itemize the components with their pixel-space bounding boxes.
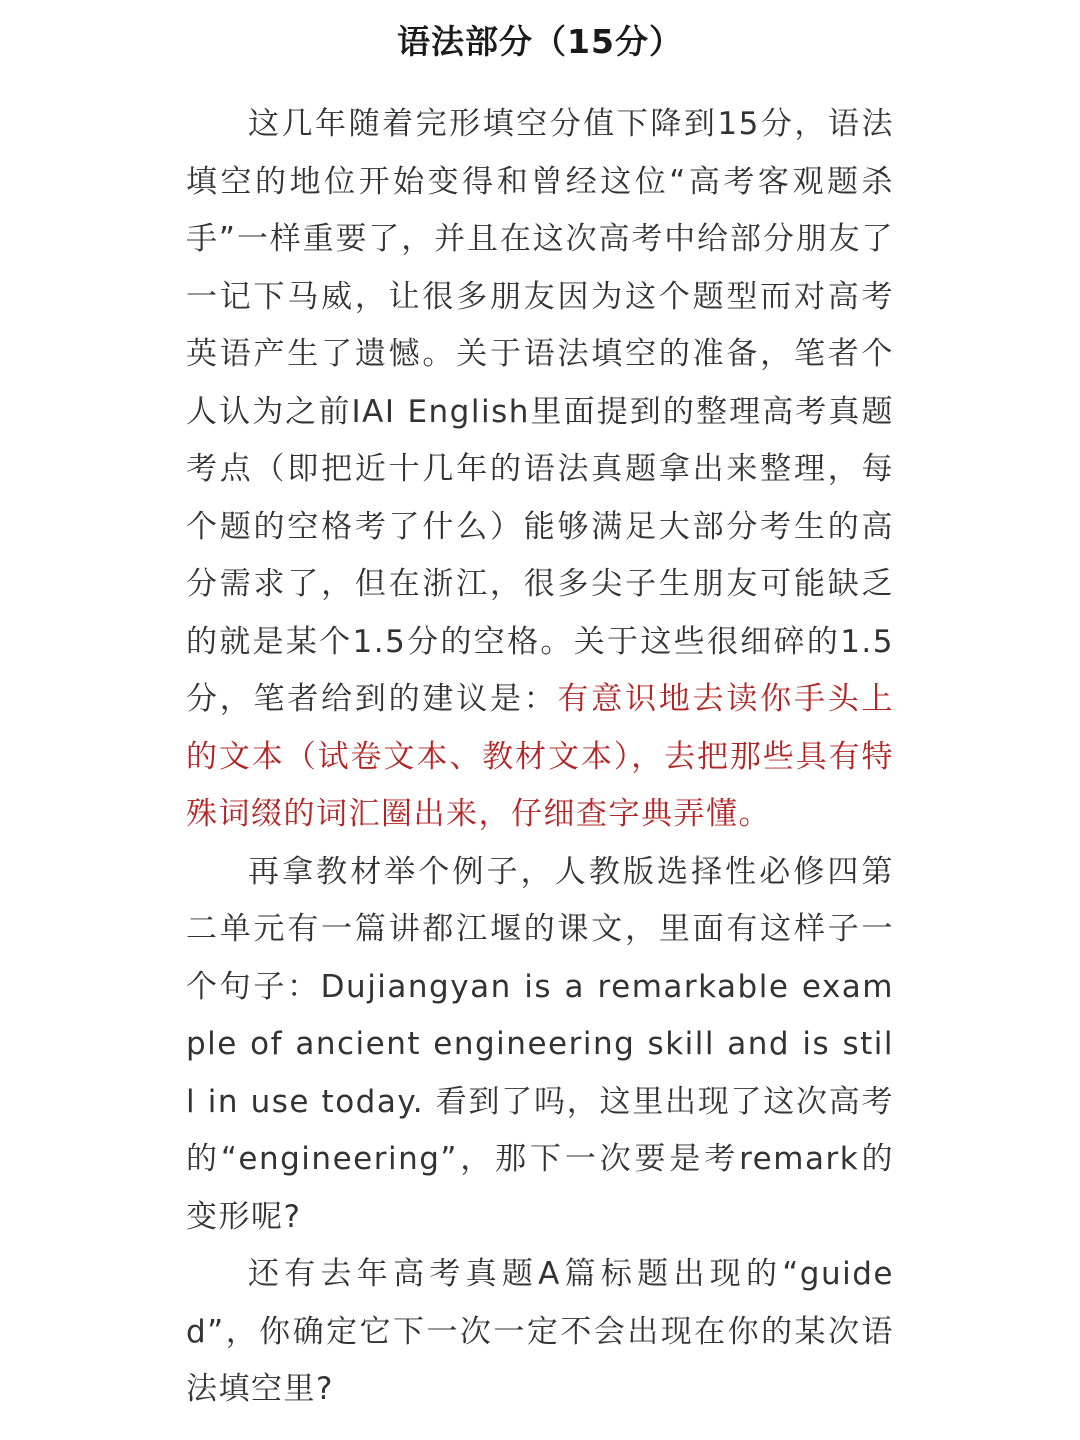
- highlighted-advice: 有意识地去读你手头上的文本（试卷文本、教材文本），去把那些具有特殊词缀的词汇圈出来，仔细查字典弄懂。: [186, 681, 895, 832]
- paragraph-grammar-intro: [186, 96, 894, 844]
- paragraph-textbook-example: 再拿教材举个例子，人教版选择性必修四第二单元有一篇讲都江堰的课文，里面有这样子一个句子：Dujiangyan is a remarkable example of ancient engineering skill and is still in use today. 看到了吗，这里出现了这次高考的“engineering”，那下一次要是考remark的变形呢?: [186, 853, 894, 1235]
- paragraph-guided-example: 还有去年高考真题A篇标题出现的“guided”，你确定它下一次一定不会出现在你的某次语法填空里?: [186, 1256, 894, 1407]
- section-title: 语法部分（15分）: [397, 22, 683, 61]
- paragraph-text: 这几年随着完形填空分值下降到15分，语法填空的地位开始变得和曾经这位“高考客观题杀手”一样重要了，并且在这次高考中给部分朋友了一记下马威，让很多朋友因为这个题型而对高考英语产生了遗憾。关于语法填空的准备，笔者个人认为之前IAI English里面提到的整理高考真题考点（即把近十几年的语法真题拿出来整理，每个题的空格考了什么）能够满足大部分考生的高分需求了，但在浙江，很多尖子生朋友可能缺乏的就是某个1.5分的空格。关于这些很细碎的1.5分，笔者给到的建议是：: [186, 106, 894, 717]
